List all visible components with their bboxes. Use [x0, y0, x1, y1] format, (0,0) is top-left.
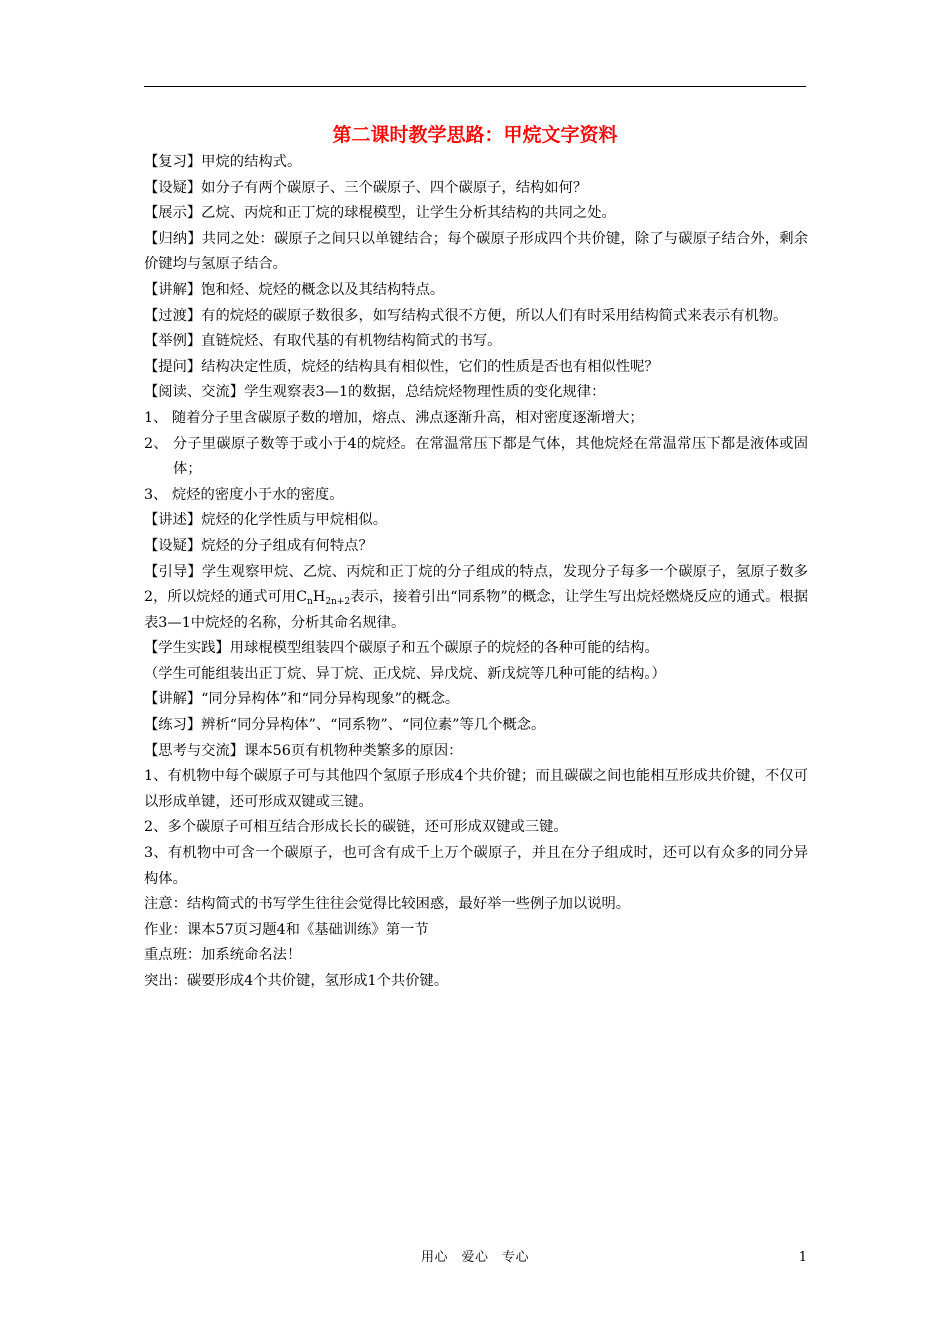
formula: $C_nH_{2n+2}$	[296, 589, 351, 608]
page-number: 1	[798, 1250, 807, 1265]
list-item: 1、有机物中每个碳原子可与其他四个氢原子形成4个共价键；而且碳碳之间也能相互形成共价键，不仅可以形成单键，还可形成双键或三键。	[144, 768, 808, 810]
paragraph-exercise: 【练习】辨析“同分异构体”、“同系物”、“同位素”等几个概念。	[144, 717, 546, 734]
paragraph-homework: 作业：课本57页习题4和《基础训练》第一节	[144, 921, 429, 938]
paragraph-transition: 【过渡】有的烷烃的碳原子数很多，如写结构式很不方便，所以人们有时采用结构简式来表示有机物。	[144, 307, 788, 324]
paragraph-narrate: 【讲述】烷烃的化学性质与甲烷相似。	[144, 512, 388, 529]
guide-text-before: 【引导】学生观察甲烷、乙烷、丙烷和正丁烷的分子组成的特点，发现分子每多一个碳原子，氢原子数多2，所以烷烃的通式可用	[144, 563, 808, 606]
paragraph-note-structures: （学生可能组装出正丁烷、异丁烷、正戊烷、异戊烷、新戊烷等几种可能的结构。）	[144, 665, 666, 682]
paragraph-review: 【复习】甲烷的结构式。	[144, 154, 302, 170]
paragraph-highlight: 突出：碳要形成4个共价键，氢形成1个共价键。	[144, 973, 449, 989]
list-item: 3、有机物中可含一个碳原子，也可含有成千上万个碳原子，并且在分子组成时，还可以有众多的同分异构体。	[144, 845, 808, 887]
paragraph-example: 【举例】直链烷烃、有取代基的有机物结构简式的书写。	[144, 333, 502, 350]
list-item: 2、 分子里碳原子数等于或小于4的烷烃。在常温常压下都是气体，其他烷烃在常温常压下都是液体或固体；	[144, 435, 808, 478]
paragraph-explain: 【讲解】饱和烃、烷烃的概念以及其结构特点。	[144, 281, 445, 298]
body-text	[144, 150, 808, 995]
paragraph-key-class: 重点班：加系统命名法！	[144, 947, 302, 964]
paragraph-question: 【设疑】如分子有两个碳原子、三个碳原子、四个碳原子，结构如何？	[144, 179, 588, 196]
paragraph-guide	[144, 560, 808, 637]
guide-text-after: 表示，接着引出“同系物”的概念，让学生写出烷烃燃烧反应的通式。根据表3—1中烷烃的名称，分析其命名规律。	[144, 589, 808, 631]
paragraph-isomer-concept: 【讲解】“同分异构体”和“同分异构现象”的概念。	[144, 691, 460, 708]
paragraph-attention: 注意：结构简式的书写学生往往会觉得比较困惑，最好举一些例子加以说明。	[144, 896, 631, 913]
paragraph-reading: 【阅读、交流】学生观察表3—1的数据，总结烷烃物理性质的变化规律：	[144, 384, 606, 401]
list-item: 1、 随着分子里含碳原子数的增加，熔点、沸点逐渐升高，相对密度逐渐增大；	[144, 409, 644, 426]
list-item: 3、 烷烃的密度小于水的密度。	[144, 486, 344, 503]
page-title: 第二课时教学思路：甲烷文字资料	[332, 124, 618, 146]
list-item: 2、多个碳原子可相互结合形成长长的碳链，还可形成双键或三键。	[144, 819, 568, 836]
paragraph-think-discuss: 【思考与交流】课本56页有机物种类繁多的原因：	[144, 742, 463, 759]
paragraph-question-2: 【设疑】烷烃的分子组成有何特点？	[144, 537, 373, 554]
footer-motto: 用心 爱心 专心	[420, 1250, 529, 1265]
paragraph-practice: 【学生实践】用球棍模型组装四个碳原子和五个碳原子的烷烃的各种可能的结构。	[144, 640, 659, 657]
paragraph-ask: 【提问】结构决定性质，烷烃的结构具有相似性，它们的性质是否也有相似性呢？	[144, 358, 659, 375]
paragraph-summary: 【归纳】共同之处：碳原子之间只以单键结合；每个碳原子形成四个共价键，除了与碳原子结合外，剩余价键均与氢原子结合。	[144, 230, 808, 273]
header-rule	[144, 86, 806, 87]
paragraph-display: 【展示】乙烷、丙烷和正丁烷的球棍模型，让学生分析其结构的共同之处。	[144, 205, 616, 222]
